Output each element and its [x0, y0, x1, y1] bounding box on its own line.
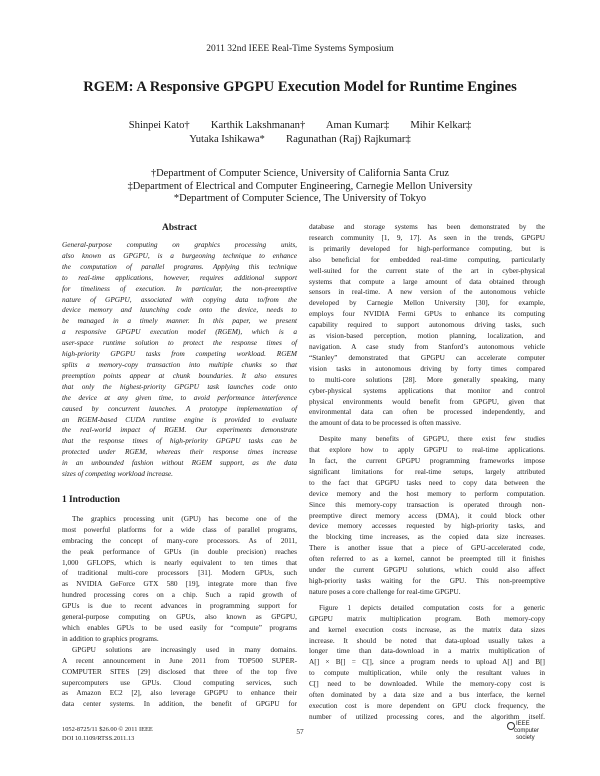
text-line: device memory accesses requested by high-priority tasks, and [309, 521, 545, 531]
text-line: A[] × B[] = C[], since a program needs to upload A[] and B[] [309, 657, 545, 667]
text-line: research community [1, 9, 17]. As seen in the trends, GPGPU [309, 232, 545, 242]
body-paragraph [309, 222, 545, 429]
text-line: well-suited for the current state of the art in cyber-physical [309, 265, 545, 275]
body-paragraph [309, 603, 545, 723]
text-line: preemption points appear at chunk boundaries. It also ensures [62, 370, 297, 380]
text-line: under the current GPGPU solutions, which could also affect [309, 565, 545, 575]
text-line: longer time than data-download in a matrix multiplication of [309, 646, 545, 656]
text-line: and kernel execution costs increase, as the matrix data sizes [309, 624, 545, 634]
text-line: vision tasks in autonomous driving by forty times compared [309, 363, 545, 373]
text-line: cyber-physical systems applications that monitor and control [309, 385, 545, 395]
text-line: that only the highest-priority GPGPU task launches code onto [62, 381, 297, 391]
page-number: 57 [296, 727, 304, 736]
affiliation-line: †Department of Computer Science, University of California Santa Cruz [150, 168, 450, 179]
text-line: the peak performance of GPUs (in double precision) reaches [62, 546, 297, 556]
paper-title: RGEM: A Responsive GPGPU Execution Model for Runtime Engines [83, 79, 517, 95]
logo-text: society [516, 735, 535, 741]
text-line: supercomputers use GPUs. Cloud computing services, such [62, 677, 297, 687]
text-line: as NVIDIA GeForce GTX 580 [19], integrate more than five [62, 579, 297, 589]
text-line: the computation of parallel programs. Applying this technique [62, 261, 297, 271]
ieee-computer-society-logo [503, 720, 543, 746]
abstract-body [62, 240, 297, 480]
text-line: Despite many benefits of GPGPU, there exist few studies [319, 434, 545, 444]
text-line: physical environments would benefit from GPGPU, given that [309, 396, 545, 406]
text-line: preemptive direct memory access (DMA), it could block other [309, 510, 545, 520]
text-line: often referred to as a kernel, cannot be preempted till it finishes [309, 554, 545, 564]
text-line: caused by concurrent launches. A prototype implementation of [62, 403, 297, 413]
section-heading-introduction: 1 Introduction [62, 494, 120, 505]
text-line: environmental data can often be processed independently, and [309, 407, 545, 417]
text-line: sensors in real-time. A new version of the autonomous vehicle [309, 287, 545, 297]
text-line: navigation. A case study from Stanford’s autonomous vehicle [309, 341, 545, 351]
text-line: In fact, the current GPGPU programming frameworks impose [309, 456, 545, 466]
text-line: “Stanley” demonstrated that GPGPU can accelerate computer [309, 352, 545, 362]
left-column [62, 222, 297, 710]
text-line: to multi-core solutions [28]. More generally speaking, many [309, 374, 545, 384]
right-column [309, 222, 545, 723]
copyright-line: 1052-8725/11 $26.00 © 2011 IEEE [62, 726, 153, 733]
text-line: developed by Carnegie Mellon University [30], for example, [309, 298, 545, 308]
text-line: device memory and launching code onto the device, needs to [62, 305, 297, 315]
text-line: GPGPU matrix multiplication program. Both memory-copy [309, 613, 545, 623]
text-line: C[] need to be downloaded. While the memory-copy cost is [309, 679, 545, 689]
text-line: General-purpose computing on graphics processing units, [62, 240, 297, 249]
text-line: 1,000 GFLOPS, which is nearly equivalent to ten times that [62, 557, 297, 567]
text-line: the amount of data to be processed is often massive. [309, 418, 461, 428]
text-line: splits a memory-copy transaction into multiple chunks so that [62, 359, 297, 369]
author-list [0, 119, 600, 147]
text-line: execution cost is more dependent on GPU clock frequency, the [309, 700, 545, 710]
text-line: to compute multiplication, while only the resultant values in [309, 668, 545, 678]
text-line: GPUs is due to recent advances in programming support for [62, 601, 297, 611]
text-line: the blocking time increases, as the copied data size increases. [309, 532, 545, 542]
body-paragraph [309, 434, 545, 598]
text-line: A recent announcement in June 2011 from TOP500 SUPER- [62, 655, 297, 665]
text-line: also beneficial for embedded real-time computing, particularly [309, 254, 545, 264]
text-line: which enables GPUs to be used easily for “compute” programs [62, 623, 297, 632]
text-line: be managed in a timely manner. In this paper, we present [62, 316, 297, 326]
text-line: There is another issue that a piece of GPU-accelerated code, [309, 543, 545, 553]
text-line: database and storage systems has been demonstrated by the [309, 222, 545, 231]
text-line: most powerful platforms for a wide class of parallel programs, [62, 524, 297, 534]
author-line: Shinpei Kato† Karthik Lakshmanan† Aman Kumar‡ Mihir Kelkar‡ [128, 120, 472, 131]
text-line: as vision-based perception, motion planning, localization, and [309, 331, 545, 341]
author-line: Yutaka Ishikawa* Ragunathan (Raj) Rajkumar‡ [189, 134, 411, 145]
text-line: high-priority GPGPU tasks from competing workload. RGEM [62, 349, 297, 359]
text-line: in addition to graphics programs. [62, 633, 159, 643]
intro-paragraph [62, 645, 297, 710]
text-line: is primarily developed for high-performance computing, but is [309, 243, 545, 253]
text-line: that the response times of high-priority GPGPU tasks can be [62, 436, 297, 446]
logo-text: IEEE [516, 721, 530, 727]
text-line: The graphics processing unit (GPU) has become one of the [72, 513, 297, 523]
abstract-heading: Abstract [162, 223, 197, 233]
text-line: Figure 1 depicts detailed computation costs for a generic [319, 602, 545, 612]
text-line: for timeliness of execution. In particular, the non-preemptive [62, 283, 297, 293]
text-line: protected under RGEM, whereas their response times increase [62, 447, 297, 457]
text-line: employs four NVIDIA Fermi GPUs to enhance its computing [309, 309, 545, 319]
text-line: high-priority tasks waiting for the GPU. This non-preemptive [309, 576, 545, 585]
text-line: as Amazon EC2 [2], also leverage GPGPU to enhance their [62, 688, 297, 698]
text-line: of traditional multi-core processors [31]. Modern GPUs, such [62, 568, 297, 578]
text-line: data center systems. In addition, the benefit of GPGPU for [62, 699, 297, 709]
intro-paragraph [62, 514, 297, 645]
text-line: capability required to support autonomous driving tasks, such [309, 320, 545, 330]
text-line: GPGPU solutions are increasingly used in many domains. [72, 644, 297, 654]
text-line: a responsive GPGPU execution model (RGEM), which is a [62, 327, 297, 337]
text-line: sizes of competing workload increase. [62, 469, 173, 479]
text-line: user-space runtime solution to protect the response times of [62, 338, 297, 348]
text-line: increase. It should be noted that data-upload usually takes a [309, 635, 545, 645]
text-line: also known as GPGPU, is a burgeoning technique to enhance [62, 250, 297, 260]
text-line: the real-world impact of RGEM. Our experiments demonstrate [62, 425, 297, 435]
affiliation-line: *Department of Computer Science, The University of Tokyo [173, 193, 427, 205]
affiliation-line: ‡Department of Electrical and Computer Engineering, Carnegie Mellon University [127, 180, 473, 192]
text-line: nature poses a core challenge for real-time GPGPU. [309, 586, 461, 596]
text-line: number of utilized processing cores, and the algorithm itself. [309, 711, 545, 721]
text-line: often dominated by a data size and a bus interface, the kernel [309, 690, 545, 700]
text-line: the device at any given time, to avoid performance interference [62, 392, 297, 402]
text-line: device memory and the host memory to perform computation. [309, 488, 545, 498]
text-line: Since this memory-copy transaction is operated through non- [309, 499, 545, 509]
logo-text: computer [514, 728, 540, 734]
text-line: to the fact that GPGPU tasks need to copy data between the [309, 477, 545, 487]
text-line: systems that compute a large amount of data obtained through [309, 276, 545, 286]
text-line: significant limitations for real-time setups, largely attributed [309, 466, 545, 476]
text-line: general-purpose computing on GPUs, also known as GPGPU, [62, 612, 297, 622]
text-line: to real-time applications, however, requires additional support [62, 272, 297, 282]
text-line: in an unbounded fashion without RGEM support, as the data [62, 458, 297, 468]
text-line: that explore how to apply GPGPU to real-time applications. [309, 445, 545, 455]
text-line: COMPUTER SITES [29] disclosed that three of the top five [62, 666, 297, 676]
affiliation-list [0, 168, 600, 206]
doi-line: DOI 10.1109/RTSS.2011.13 [62, 734, 135, 742]
text-line: hundred processing cores on a chip. Such a rapid growth of [62, 590, 297, 600]
text-line: an RGEM-based CUDA runtime engine is provided to evaluate [62, 414, 297, 424]
venue-header: 2011 32nd IEEE Real-Time Systems Symposium [206, 44, 394, 54]
text-line: nature of GPGPU, associated with copying data to/from the [62, 294, 297, 304]
text-line: embracing the concept of many-core processors. As of 2011, [62, 535, 297, 545]
